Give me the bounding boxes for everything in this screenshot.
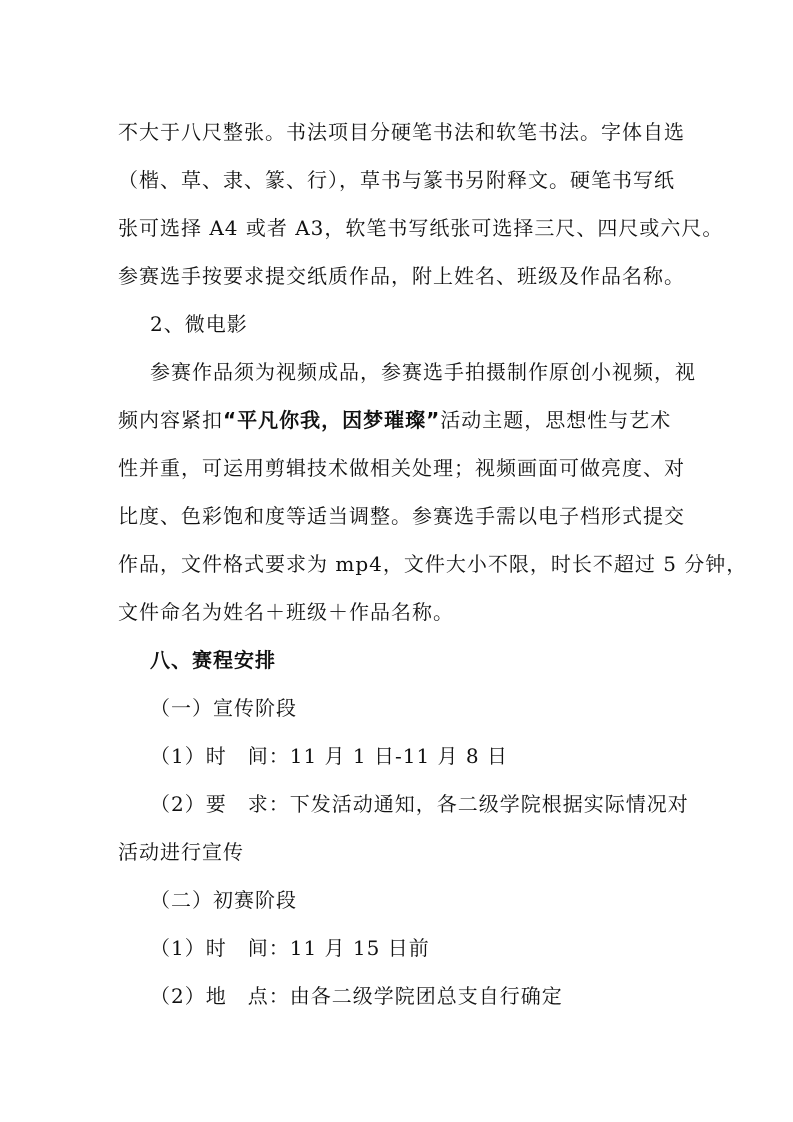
list-item: （1）时 间：11 月 15 日前 <box>150 936 430 960</box>
section-subheading: 2、微电影 <box>150 312 248 336</box>
paragraph-line: 比度、色彩饱和度等适当调整。参赛选手需以电子档形式提交 <box>118 504 685 528</box>
section-heading: 八、赛程安排 <box>150 648 276 672</box>
paragraph-line: 张可选择 A4 或者 A3，软笔书写纸张可选择三尺、四尺或六尺。 <box>118 216 724 240</box>
list-item: （1）时 间：11 月 1 日-11 月 8 日 <box>150 744 508 768</box>
paragraph-line: 参赛作品须为视频成品，参赛选手拍摄制作原创小视频，视 <box>150 360 696 384</box>
activity-theme: “平凡你我，因梦璀璨” <box>223 408 441 432</box>
text-after-theme: 活动主题，思想性与艺术 <box>440 408 672 432</box>
list-item: （2）地 点：由各二级学院团总支自行确定 <box>150 984 563 1008</box>
list-item: （2）要 求：下发活动通知，各二级学院根据实际情况对 <box>150 792 689 816</box>
paragraph-line: 文件命名为姓名＋班级＋作品名称。 <box>118 600 454 624</box>
paragraph-line: 参赛选手按要求提交纸质作品，附上姓名、班级及作品名称。 <box>118 264 685 288</box>
paragraph-line: （楷、草、隶、篆、行），草书与篆书另附释文。硬笔书写纸 <box>118 168 675 192</box>
paragraph-line: 性并重，可运用剪辑技术做相关处理；视频画面可做亮度、对 <box>118 456 685 480</box>
paragraph-line: 活动进行宣传 <box>118 840 244 864</box>
stage-heading: （一）宣传阶段 <box>150 696 297 720</box>
text-before-theme: 频内容紧扣 <box>118 408 223 432</box>
paragraph-line-with-theme <box>118 406 698 434</box>
paragraph-line: 作品，文件格式要求为 mp4，文件大小不限，时长不超过 5 分钟， <box>118 552 748 576</box>
stage-heading: （二）初赛阶段 <box>150 888 297 912</box>
paragraph-line: 不大于八尺整张。书法项目分硬笔书法和软笔书法。字体自选 <box>118 120 685 144</box>
